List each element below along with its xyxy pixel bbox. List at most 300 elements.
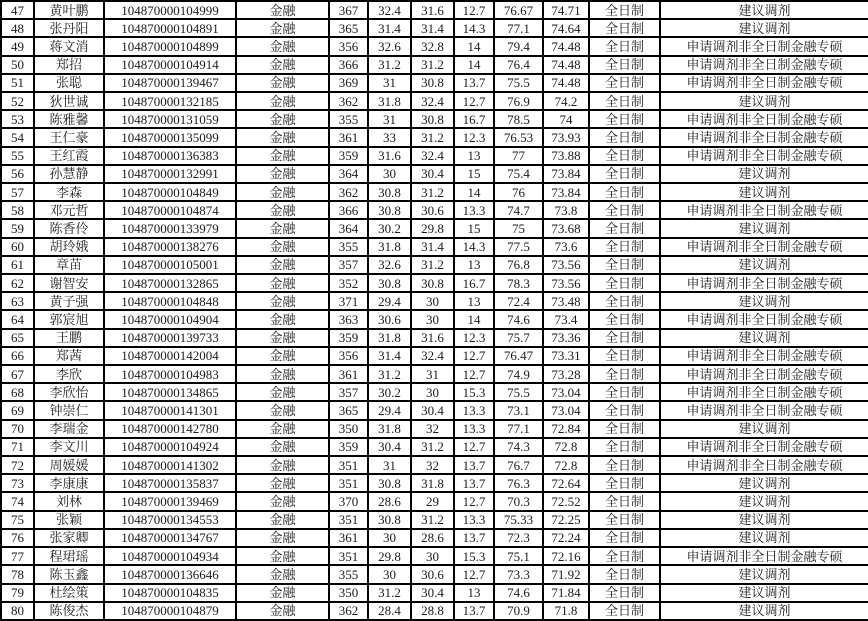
score-2-cell: 30.4 <box>411 401 454 419</box>
recommendation-cell: 申请调剂非全日制金融专硕 <box>660 56 868 74</box>
score-1-cell: 30.8 <box>368 474 411 492</box>
name-cell: 张颖 <box>34 511 104 529</box>
rank-cell: 69 <box>1 401 34 419</box>
study-mode-cell: 全日制 <box>589 274 660 292</box>
major-cell: 金融 <box>236 511 329 529</box>
candidate-id-cell: 104870000104848 <box>104 292 236 310</box>
score-3-cell: 13.7 <box>454 74 494 92</box>
score-4-cell: 75.7 <box>494 329 543 347</box>
score-4-cell: 76.7 <box>494 456 543 474</box>
score-3-cell: 15.3 <box>454 383 494 401</box>
table-row <box>1 37 868 55</box>
score-4-cell: 76.3 <box>494 474 543 492</box>
table-row <box>1 456 868 474</box>
score-1-cell: 30.2 <box>368 383 411 401</box>
score-1-cell: 33 <box>368 128 411 146</box>
recommendation-cell: 申请调剂非全日制金融专硕 <box>660 347 868 365</box>
total-score-cell: 350 <box>329 584 368 602</box>
score-3-cell: 13 <box>454 256 494 274</box>
score-1-cell: 30.8 <box>368 201 411 219</box>
study-mode-cell: 全日制 <box>589 565 660 583</box>
major-cell: 金融 <box>236 401 329 419</box>
weighted-score-cell: 73.04 <box>543 401 589 419</box>
score-2-cell: 31.6 <box>411 1 454 19</box>
score-4-cell: 76.47 <box>494 347 543 365</box>
score-3-cell: 16.7 <box>454 110 494 128</box>
score-1-cell: 30 <box>368 529 411 547</box>
study-mode-cell: 全日制 <box>589 492 660 510</box>
table-row <box>1 547 868 565</box>
total-score-cell: 357 <box>329 383 368 401</box>
table-row <box>1 492 868 510</box>
recommendation-cell: 申请调剂非全日制金融专硕 <box>660 201 868 219</box>
study-mode-cell: 全日制 <box>589 292 660 310</box>
rank-cell: 53 <box>1 110 34 128</box>
score-3-cell: 14 <box>454 56 494 74</box>
total-score-cell: 371 <box>329 292 368 310</box>
total-score-cell: 365 <box>329 19 368 37</box>
name-cell: 李森 <box>34 183 104 201</box>
name-cell: 邓元哲 <box>34 201 104 219</box>
table-row <box>1 128 868 146</box>
candidate-id-cell: 104870000105001 <box>104 256 236 274</box>
recommendation-cell: 申请调剂非全日制金融专硕 <box>660 238 868 256</box>
score-3-cell: 12.7 <box>454 365 494 383</box>
score-1-cell: 31.8 <box>368 238 411 256</box>
study-mode-cell: 全日制 <box>589 456 660 474</box>
candidate-id-cell: 104870000134553 <box>104 511 236 529</box>
score-2-cell: 30.6 <box>411 201 454 219</box>
rank-cell: 65 <box>1 329 34 347</box>
score-2-cell: 31.4 <box>411 19 454 37</box>
study-mode-cell: 全日制 <box>589 238 660 256</box>
score-2-cell: 31.4 <box>411 238 454 256</box>
score-4-cell: 76.9 <box>494 92 543 110</box>
study-mode-cell: 全日制 <box>589 420 660 438</box>
weighted-score-cell: 74 <box>543 110 589 128</box>
major-cell: 金融 <box>236 420 329 438</box>
rank-cell: 79 <box>1 584 34 602</box>
study-mode-cell: 全日制 <box>589 511 660 529</box>
candidate-id-cell: 104870000132185 <box>104 92 236 110</box>
score-3-cell: 13 <box>454 292 494 310</box>
score-3-cell: 15.3 <box>454 547 494 565</box>
table-row <box>1 438 868 456</box>
table-row <box>1 565 868 583</box>
score-4-cell: 72.4 <box>494 292 543 310</box>
study-mode-cell: 全日制 <box>589 37 660 55</box>
score-2-cell: 31.2 <box>411 183 454 201</box>
total-score-cell: 359 <box>329 438 368 456</box>
name-cell: 黄叶鹏 <box>34 1 104 19</box>
recommendation-cell: 建议调剂 <box>660 219 868 237</box>
score-4-cell: 75.1 <box>494 547 543 565</box>
rank-cell: 47 <box>1 1 34 19</box>
score-2-cell: 29.8 <box>411 219 454 237</box>
name-cell: 陈香伶 <box>34 219 104 237</box>
candidate-id-cell: 104870000142780 <box>104 420 236 438</box>
name-cell: 孙慧静 <box>34 165 104 183</box>
score-1-cell: 29.4 <box>368 292 411 310</box>
rank-cell: 58 <box>1 201 34 219</box>
score-1-cell: 32.4 <box>368 1 411 19</box>
major-cell: 金融 <box>236 565 329 583</box>
name-cell: 章苗 <box>34 256 104 274</box>
major-cell: 金融 <box>236 274 329 292</box>
candidate-id-cell: 104870000141301 <box>104 401 236 419</box>
total-score-cell: 361 <box>329 365 368 383</box>
score-4-cell: 79.4 <box>494 37 543 55</box>
study-mode-cell: 全日制 <box>589 401 660 419</box>
score-2-cell: 31.2 <box>411 56 454 74</box>
total-score-cell: 366 <box>329 56 368 74</box>
recommendation-cell: 建议调剂 <box>660 1 868 19</box>
score-2-cell: 30.4 <box>411 165 454 183</box>
total-score-cell: 355 <box>329 238 368 256</box>
major-cell: 金融 <box>236 56 329 74</box>
rank-cell: 57 <box>1 183 34 201</box>
candidate-id-cell: 104870000139733 <box>104 329 236 347</box>
major-cell: 金融 <box>236 219 329 237</box>
name-cell: 李欣 <box>34 365 104 383</box>
weighted-score-cell: 73.84 <box>543 183 589 201</box>
score-4-cell: 70.9 <box>494 602 543 620</box>
weighted-score-cell: 72.52 <box>543 492 589 510</box>
table-row <box>1 602 868 620</box>
study-mode-cell: 全日制 <box>589 438 660 456</box>
major-cell: 金融 <box>236 492 329 510</box>
score-1-cell: 31.8 <box>368 92 411 110</box>
score-1-cell: 31.2 <box>368 56 411 74</box>
score-3-cell: 14 <box>454 37 494 55</box>
score-3-cell: 15 <box>454 165 494 183</box>
rank-cell: 52 <box>1 92 34 110</box>
rank-cell: 61 <box>1 256 34 274</box>
recommendation-cell: 建议调剂 <box>660 165 868 183</box>
total-score-cell: 359 <box>329 329 368 347</box>
name-cell: 刘林 <box>34 492 104 510</box>
name-cell: 李文川 <box>34 438 104 456</box>
major-cell: 金融 <box>236 602 329 620</box>
major-cell: 金融 <box>236 329 329 347</box>
score-2-cell: 31.6 <box>411 329 454 347</box>
name-cell: 陈俊杰 <box>34 602 104 620</box>
weighted-score-cell: 72.16 <box>543 547 589 565</box>
score-1-cell: 32.6 <box>368 256 411 274</box>
score-2-cell: 30.4 <box>411 584 454 602</box>
candidate-id-cell: 104870000104914 <box>104 56 236 74</box>
table-row <box>1 110 868 128</box>
total-score-cell: 362 <box>329 183 368 201</box>
score-1-cell: 30.2 <box>368 219 411 237</box>
rank-cell: 80 <box>1 602 34 620</box>
weighted-score-cell: 72.25 <box>543 511 589 529</box>
score-2-cell: 30.8 <box>411 110 454 128</box>
weighted-score-cell: 74.48 <box>543 37 589 55</box>
study-mode-cell: 全日制 <box>589 347 660 365</box>
table-row <box>1 529 868 547</box>
rank-cell: 62 <box>1 274 34 292</box>
score-2-cell: 31.8 <box>411 474 454 492</box>
study-mode-cell: 全日制 <box>589 19 660 37</box>
name-cell: 李欣怡 <box>34 383 104 401</box>
score-2-cell: 30 <box>411 383 454 401</box>
study-mode-cell: 全日制 <box>589 1 660 19</box>
name-cell: 郭宸旭 <box>34 310 104 328</box>
score-1-cell: 31.4 <box>368 347 411 365</box>
recommendation-cell: 建议调剂 <box>660 529 868 547</box>
rank-cell: 60 <box>1 238 34 256</box>
score-3-cell: 12.3 <box>454 329 494 347</box>
score-3-cell: 13.7 <box>454 602 494 620</box>
recommendation-cell: 申请调剂非全日制金融专硕 <box>660 147 868 165</box>
score-2-cell: 31.2 <box>411 256 454 274</box>
recommendation-cell: 建议调剂 <box>660 584 868 602</box>
weighted-score-cell: 73.31 <box>543 347 589 365</box>
name-cell: 王红霞 <box>34 147 104 165</box>
table-row <box>1 147 868 165</box>
recommendation-cell: 申请调剂非全日制金融专硕 <box>660 547 868 565</box>
recommendation-cell: 建议调剂 <box>660 19 868 37</box>
weighted-score-cell: 73.48 <box>543 292 589 310</box>
candidate-id-cell: 104870000104891 <box>104 19 236 37</box>
total-score-cell: 355 <box>329 565 368 583</box>
major-cell: 金融 <box>236 74 329 92</box>
candidate-id-cell: 104870000139467 <box>104 74 236 92</box>
score-1-cell: 31.8 <box>368 420 411 438</box>
score-2-cell: 32 <box>411 456 454 474</box>
recommendation-cell: 建议调剂 <box>660 492 868 510</box>
table-row <box>1 219 868 237</box>
score-1-cell: 30 <box>368 565 411 583</box>
weighted-score-cell: 73.36 <box>543 329 589 347</box>
name-cell: 蒋文消 <box>34 37 104 55</box>
name-cell: 郑茜 <box>34 347 104 365</box>
study-mode-cell: 全日制 <box>589 219 660 237</box>
score-3-cell: 12.7 <box>454 347 494 365</box>
weighted-score-cell: 73.68 <box>543 219 589 237</box>
score-3-cell: 12.7 <box>454 92 494 110</box>
recommendation-cell: 申请调剂非全日制金融专硕 <box>660 383 868 401</box>
study-mode-cell: 全日制 <box>589 110 660 128</box>
table-row <box>1 420 868 438</box>
name-cell: 钟崇仁 <box>34 401 104 419</box>
score-1-cell: 31.2 <box>368 365 411 383</box>
table-row <box>1 292 868 310</box>
study-mode-cell: 全日制 <box>589 329 660 347</box>
score-2-cell: 31.2 <box>411 438 454 456</box>
name-cell: 李康康 <box>34 474 104 492</box>
rank-cell: 70 <box>1 420 34 438</box>
study-mode-cell: 全日制 <box>589 56 660 74</box>
recommendation-cell: 申请调剂非全日制金融专硕 <box>660 365 868 383</box>
candidate-id-cell: 104870000141302 <box>104 456 236 474</box>
score-3-cell: 14 <box>454 310 494 328</box>
score-4-cell: 76.8 <box>494 256 543 274</box>
name-cell: 王仁豪 <box>34 128 104 146</box>
table-row <box>1 329 868 347</box>
score-2-cell: 28.6 <box>411 529 454 547</box>
table-row <box>1 1 868 19</box>
score-4-cell: 78.5 <box>494 110 543 128</box>
score-3-cell: 12.7 <box>454 565 494 583</box>
score-4-cell: 74.9 <box>494 365 543 383</box>
major-cell: 金融 <box>236 310 329 328</box>
candidate-id-cell: 104870000104849 <box>104 183 236 201</box>
total-score-cell: 369 <box>329 74 368 92</box>
rank-cell: 77 <box>1 547 34 565</box>
weighted-score-cell: 72.24 <box>543 529 589 547</box>
table-row <box>1 274 868 292</box>
score-4-cell: 75.5 <box>494 74 543 92</box>
score-4-cell: 75.5 <box>494 383 543 401</box>
recommendation-cell: 申请调剂非全日制金融专硕 <box>660 401 868 419</box>
candidate-id-cell: 104870000104874 <box>104 201 236 219</box>
total-score-cell: 356 <box>329 347 368 365</box>
weighted-score-cell: 74.48 <box>543 74 589 92</box>
total-score-cell: 351 <box>329 474 368 492</box>
rank-cell: 74 <box>1 492 34 510</box>
rank-cell: 73 <box>1 474 34 492</box>
name-cell: 狄世诚 <box>34 92 104 110</box>
major-cell: 金融 <box>236 147 329 165</box>
score-1-cell: 28.4 <box>368 602 411 620</box>
major-cell: 金融 <box>236 110 329 128</box>
score-1-cell: 32.6 <box>368 37 411 55</box>
score-1-cell: 31.8 <box>368 329 411 347</box>
recommendation-cell: 建议调剂 <box>660 329 868 347</box>
rank-cell: 49 <box>1 37 34 55</box>
candidate-id-cell: 104870000104999 <box>104 1 236 19</box>
weighted-score-cell: 72.8 <box>543 456 589 474</box>
table-row <box>1 511 868 529</box>
score-1-cell: 29.4 <box>368 401 411 419</box>
recommendation-cell: 建议调剂 <box>660 420 868 438</box>
major-cell: 金融 <box>236 365 329 383</box>
table-row <box>1 201 868 219</box>
score-2-cell: 31.2 <box>411 128 454 146</box>
score-4-cell: 75.4 <box>494 165 543 183</box>
name-cell: 杜绘策 <box>34 584 104 602</box>
rank-cell: 67 <box>1 365 34 383</box>
candidate-id-cell: 104870000136646 <box>104 565 236 583</box>
weighted-score-cell: 73.56 <box>543 256 589 274</box>
major-cell: 金融 <box>236 438 329 456</box>
table-row <box>1 365 868 383</box>
study-mode-cell: 全日制 <box>589 547 660 565</box>
score-1-cell: 29.8 <box>368 547 411 565</box>
score-4-cell: 74.7 <box>494 201 543 219</box>
name-cell: 陈玉鑫 <box>34 565 104 583</box>
rank-cell: 76 <box>1 529 34 547</box>
total-score-cell: 352 <box>329 274 368 292</box>
rank-cell: 72 <box>1 456 34 474</box>
score-4-cell: 76.4 <box>494 56 543 74</box>
total-score-cell: 361 <box>329 529 368 547</box>
recommendation-cell: 建议调剂 <box>660 183 868 201</box>
score-3-cell: 13.3 <box>454 420 494 438</box>
major-cell: 金融 <box>236 347 329 365</box>
candidate-id-cell: 104870000132991 <box>104 165 236 183</box>
score-2-cell: 30.8 <box>411 74 454 92</box>
score-4-cell: 74.6 <box>494 310 543 328</box>
total-score-cell: 366 <box>329 201 368 219</box>
total-score-cell: 356 <box>329 37 368 55</box>
study-mode-cell: 全日制 <box>589 92 660 110</box>
candidate-id-cell: 104870000104899 <box>104 37 236 55</box>
weighted-score-cell: 71.92 <box>543 565 589 583</box>
study-mode-cell: 全日制 <box>589 165 660 183</box>
score-4-cell: 76.67 <box>494 1 543 19</box>
weighted-score-cell: 71.8 <box>543 602 589 620</box>
score-4-cell: 74.3 <box>494 438 543 456</box>
name-cell: 张聪 <box>34 74 104 92</box>
table-row <box>1 56 868 74</box>
total-score-cell: 351 <box>329 547 368 565</box>
score-2-cell: 31.2 <box>411 511 454 529</box>
weighted-score-cell: 72.8 <box>543 438 589 456</box>
score-table-body <box>1 1 868 620</box>
recommendation-cell: 申请调剂非全日制金融专硕 <box>660 438 868 456</box>
recommendation-cell: 申请调剂非全日制金融专硕 <box>660 128 868 146</box>
score-2-cell: 32.4 <box>411 92 454 110</box>
score-2-cell: 30 <box>411 310 454 328</box>
table-row <box>1 19 868 37</box>
major-cell: 金融 <box>236 547 329 565</box>
weighted-score-cell: 73.6 <box>543 238 589 256</box>
total-score-cell: 370 <box>329 492 368 510</box>
recommendation-cell: 建议调剂 <box>660 92 868 110</box>
total-score-cell: 351 <box>329 456 368 474</box>
major-cell: 金融 <box>236 128 329 146</box>
name-cell: 谢智安 <box>34 274 104 292</box>
recommendation-cell: 申请调剂非全日制金融专硕 <box>660 37 868 55</box>
study-mode-cell: 全日制 <box>589 383 660 401</box>
recommendation-cell: 建议调剂 <box>660 565 868 583</box>
score-3-cell: 12.3 <box>454 128 494 146</box>
score-1-cell: 31 <box>368 456 411 474</box>
score-1-cell: 30.8 <box>368 274 411 292</box>
rank-cell: 71 <box>1 438 34 456</box>
major-cell: 金融 <box>236 183 329 201</box>
rank-cell: 48 <box>1 19 34 37</box>
weighted-score-cell: 73.56 <box>543 274 589 292</box>
total-score-cell: 364 <box>329 219 368 237</box>
study-mode-cell: 全日制 <box>589 201 660 219</box>
candidate-id-cell: 104870000138276 <box>104 238 236 256</box>
score-2-cell: 32 <box>411 420 454 438</box>
score-2-cell: 28.8 <box>411 602 454 620</box>
weighted-score-cell: 74.2 <box>543 92 589 110</box>
major-cell: 金融 <box>236 92 329 110</box>
score-4-cell: 77.5 <box>494 238 543 256</box>
score-3-cell: 12.7 <box>454 438 494 456</box>
study-mode-cell: 全日制 <box>589 529 660 547</box>
total-score-cell: 357 <box>329 256 368 274</box>
major-cell: 金融 <box>236 201 329 219</box>
name-cell: 程珺瑶 <box>34 547 104 565</box>
score-3-cell: 13 <box>454 584 494 602</box>
table-row <box>1 347 868 365</box>
candidate-id-cell: 104870000139469 <box>104 492 236 510</box>
candidate-id-cell: 104870000104934 <box>104 547 236 565</box>
candidate-id-cell: 104870000135837 <box>104 474 236 492</box>
score-1-cell: 31 <box>368 74 411 92</box>
major-cell: 金融 <box>236 292 329 310</box>
name-cell: 郑招 <box>34 56 104 74</box>
score-1-cell: 30.8 <box>368 183 411 201</box>
weighted-score-cell: 73.28 <box>543 365 589 383</box>
